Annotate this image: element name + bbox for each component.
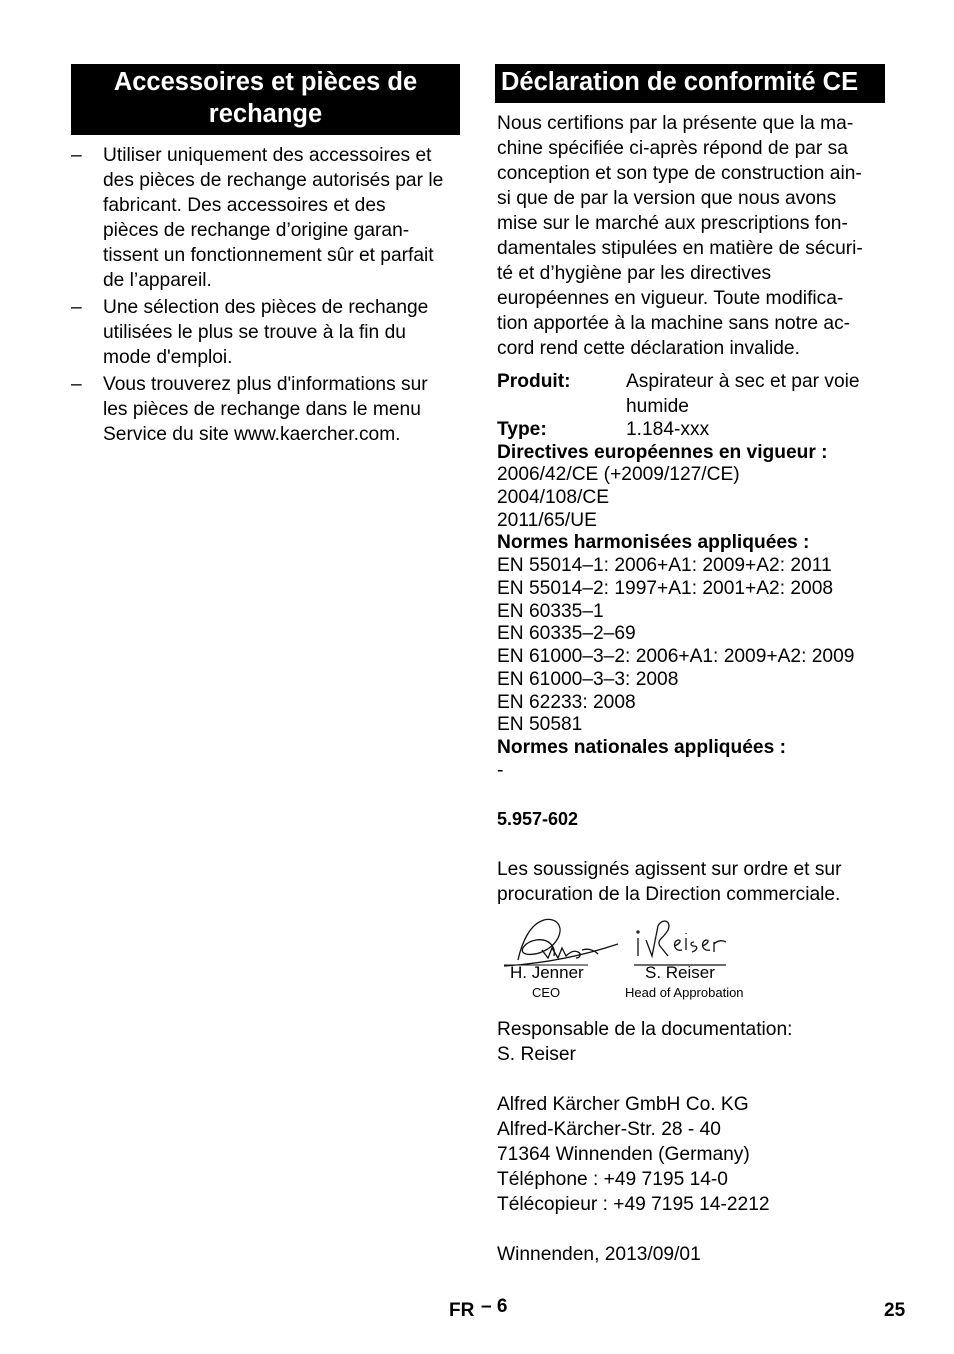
address-line: 71364 Winnenden (Germany)	[497, 1144, 750, 1165]
footer-language: FR	[449, 1300, 475, 1321]
harmonised-item: EN 62233: 2008	[497, 692, 636, 713]
national-heading: Normes nationales appliquées :	[497, 737, 786, 758]
harmonised-heading: Normes harmonisées appliquées :	[497, 532, 810, 553]
product-value-line: humide	[626, 396, 689, 417]
signer-1-name: H. Jenner	[510, 963, 584, 982]
intro-line: damentales stipulées en matière de sécuri-	[497, 238, 863, 259]
harmonised-item: EN 60335–2–69	[497, 623, 636, 644]
signer-2-name: S. Reiser	[645, 963, 715, 982]
list-item-line: tissent un fonctionnement sûr et parfait	[103, 245, 434, 266]
list-item-line: Service du site www.kaercher.com.	[103, 424, 401, 445]
list-bullet: –	[71, 297, 82, 318]
intro-line: mise sur le marché aux prescriptions fon-	[497, 213, 848, 234]
list-item-line: Une sélection des pièces de rechange	[103, 297, 429, 318]
harmonised-item: EN 50581	[497, 714, 583, 735]
accessories-heading-line-2: rechange	[208, 100, 323, 128]
harmonised-item: EN 55014–1: 2006+A1: 2009+A2: 2011	[497, 555, 832, 576]
footer-page-number: 25	[884, 1300, 906, 1321]
list-item-line: fabricant. Des accessoires et des	[103, 195, 386, 216]
address-line: Alfred Kärcher GmbH Co. KG	[497, 1094, 749, 1115]
intro-line: tion apportée à la machine sans notre ac-	[497, 313, 851, 334]
intro-line: européennes en vigueur. Toute modifica-	[497, 288, 844, 309]
list-item-line: des pièces de rechange autorisés par le	[103, 170, 444, 191]
signatories-line: Les soussignés agissent sur ordre et sur	[497, 859, 842, 880]
harmonised-item: EN 55014–2: 1997+A1: 2001+A2: 2008	[497, 578, 834, 599]
signatories-line: procuration de la Direction commerciale.	[497, 884, 841, 905]
directives-heading: Directives européennes en vigueur :	[497, 442, 828, 463]
directive-item: 2004/108/CE	[497, 487, 610, 508]
responsible-line: Responsable de la documentation:	[497, 1019, 793, 1040]
list-item-line: Vous trouverez plus d'informations sur	[103, 374, 428, 395]
type-label: Type:	[497, 419, 547, 440]
accessories-heading-line-1: Accessoires et pièces de	[113, 68, 418, 96]
harmonised-item: EN 60335–1	[497, 601, 604, 622]
intro-line: Nous certifions par la présente que la ma-	[497, 113, 854, 134]
directive-item: 2011/65/UE	[497, 510, 597, 531]
intro-line: si que de par la version que nous avons	[497, 188, 837, 209]
intro-line: conception et son type de construction ain-	[497, 163, 862, 184]
responsible-line: S. Reiser	[497, 1044, 576, 1065]
list-bullet: –	[71, 145, 82, 166]
signature-jenner	[504, 919, 618, 966]
list-item-line: de l’appareil.	[103, 270, 212, 291]
intro-line: chine spécifiée ci-après répond de par sa	[497, 138, 848, 159]
directive-item: 2006/42/CE (+2009/127/CE)	[497, 464, 740, 485]
address-line: Alfred-Kärcher-Str. 28 - 40	[497, 1119, 721, 1140]
list-bullet: –	[71, 374, 82, 395]
place-date-line: Winnenden, 2013/09/01	[497, 1244, 701, 1265]
type-value: 1.184-xxx	[626, 419, 710, 440]
list-item-line: mode d'emploi.	[103, 347, 233, 368]
product-value-line: Aspirateur à sec et par voie	[626, 371, 860, 392]
signer-1-title: CEO	[532, 985, 561, 1000]
address-line: Téléphone : +49 7195 14-0	[497, 1169, 728, 1190]
footer-section-page: – 6	[481, 1296, 508, 1317]
list-item-line: utilisées le plus se trouve à la fin du	[103, 322, 406, 343]
harmonised-item: EN 61000–3–3: 2008	[497, 669, 679, 690]
address-line: Télécopieur : +49 7195 14-2212	[497, 1194, 770, 1215]
intro-line: cord rend cette déclaration invalide.	[497, 338, 800, 359]
list-item-line: Utiliser uniquement des accessoires et	[103, 145, 432, 166]
national-value: -	[497, 760, 504, 781]
harmonised-item: EN 61000–3–2: 2006+A1: 2009+A2: 2009	[497, 646, 855, 667]
list-item-line: les pièces de rechange dans le menu	[103, 399, 421, 420]
document-number: 5.957-602	[497, 809, 579, 829]
conformity-heading: Déclaration de conformité CE	[495, 64, 885, 103]
signature-reiser	[634, 921, 726, 965]
accessories-heading	[71, 64, 460, 135]
signer-2-title: Head of Approbation	[625, 985, 744, 1000]
intro-line: té et d’hygiène par les directives	[497, 263, 772, 284]
list-item-line: pièces de rechange d’origine garan-	[103, 220, 410, 241]
product-label: Produit:	[497, 371, 571, 392]
